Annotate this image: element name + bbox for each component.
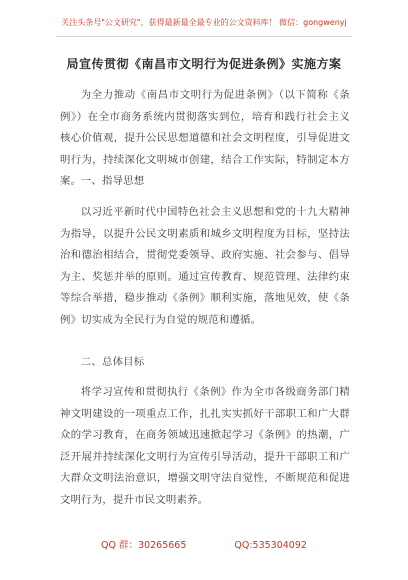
overall-goal-paragraph: 将学习宣传和贯彻执行《条例》作为全市各级商务部门精神文明建设的一项重点工作，扎扎实实抓好干部职工和广大群众的学习教育，在商务领域迅速掀起学习《条例》的热潮，广泛开展并持续深化文明行为宣传引导活动，提升干部职工和广大群众文明法治意识，增强文明守法自觉性，不断规范和促进文明行为，提升市民文明素养。 bbox=[60, 386, 350, 506]
header-notice: 关注头条号"公文研究"，获得最新最全最专业的公文资料库！ 微信：gongwenyj bbox=[61, 18, 347, 27]
section-heading-overall-goal: 二、总体目标 bbox=[80, 356, 145, 368]
footer-qq-group: QQ 群：30265665 bbox=[101, 540, 187, 551]
section-heading-guiding-ideology: 一、指导思想 bbox=[80, 175, 145, 187]
intro-paragraph: 为全力推动《南昌市文明行为促进条例》（以下简称《条例》）在全市商务系统内贯彻落实到位，培育和践行社会主义核心价值观，提升公民思想道德和社会文明程度，引导促进文明行为，持续深化文明城市创建，结合工作实际，特制定本方案。 bbox=[60, 89, 350, 188]
footer-contact bbox=[0, 537, 408, 551]
header-divider bbox=[56, 36, 352, 37]
document-title: 局宣传贯彻《南昌市文明行为促进条例》实施方案 bbox=[66, 57, 342, 71]
footer-qq-number: QQ:535304092 bbox=[234, 540, 307, 551]
guiding-ideology-paragraph: 以习近平新时代中国特色社会主义思想和党的十九大精神为指导，以提升公民文明素质和城乡文明程度为目标，坚持法治和德治相结合，贯彻党委领导、政府实施、社会参与、倡导为主、奖惩并举的原则。通过宣传教育、规范管理、法律约束等综合举措，稳步推动《条例》顺利实施，落地见效，使《条例》切实成为全民行为自觉的规范和遵循。 bbox=[60, 206, 350, 326]
